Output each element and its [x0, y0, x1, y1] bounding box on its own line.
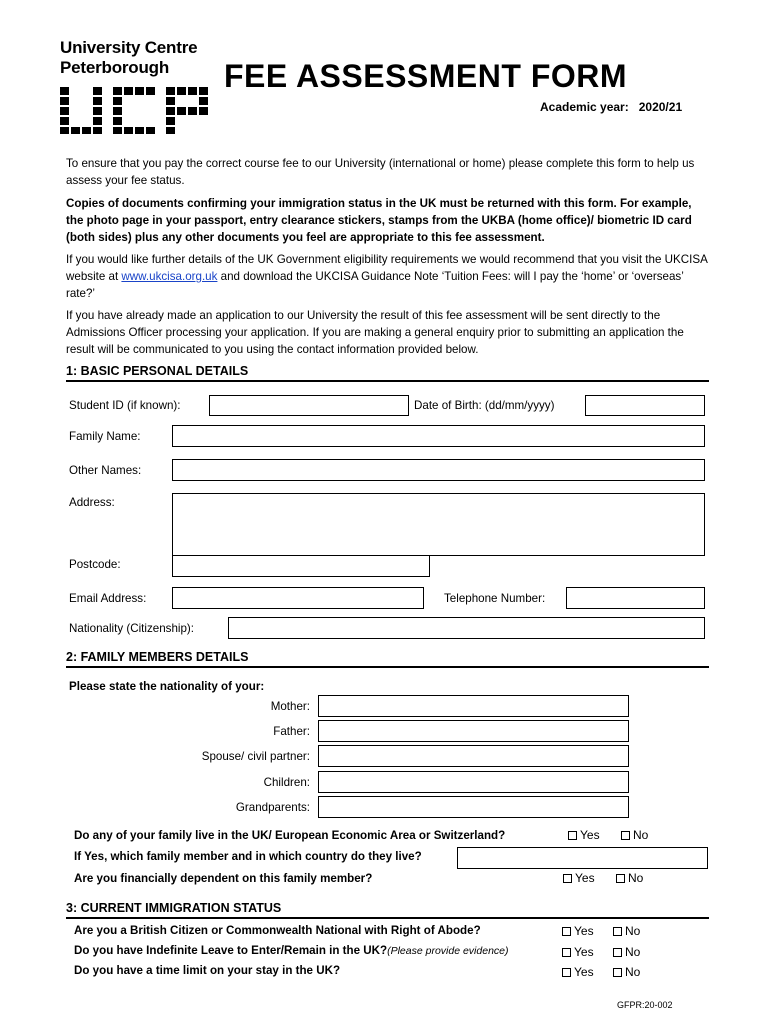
dependent-yes[interactable]: [563, 871, 595, 885]
section-2-rule: [66, 666, 709, 668]
academic-year: [540, 100, 682, 114]
no-label: No: [625, 945, 641, 959]
checkbox-icon: [568, 831, 577, 840]
father-label: Father:: [273, 725, 310, 738]
british-citizen-no[interactable]: [613, 924, 640, 938]
logo-line-1: University Centre: [60, 38, 198, 57]
dob-label: Date of Birth: (dd/mm/yyyy): [414, 399, 555, 412]
checkbox-icon: [563, 874, 572, 883]
spouse-label: Spouse/ civil partner:: [201, 750, 310, 763]
address-field[interactable]: [172, 493, 705, 556]
checkbox-icon: [613, 948, 622, 957]
other-names-field[interactable]: [172, 459, 705, 481]
nationality-prompt: Please state the nationality of your:: [69, 680, 265, 693]
which-member-question: If Yes, which family member and in which country do they live?: [74, 850, 422, 863]
children-nationality-field[interactable]: [318, 771, 629, 793]
email-field[interactable]: [172, 587, 424, 609]
family-name-field[interactable]: [172, 425, 705, 447]
checkbox-icon: [621, 831, 630, 840]
telephone-field[interactable]: [566, 587, 705, 609]
british-citizen-yes[interactable]: [562, 924, 594, 938]
ucp-logo-mark: [60, 87, 214, 134]
dob-field[interactable]: [585, 395, 705, 416]
yes-label: Yes: [574, 945, 594, 959]
grandparents-label: Grandparents:: [235, 801, 310, 814]
intro-p3-text: If you would like further details of the UK Government eligibility requirements we would recommend that you visit the UKCISA website at: [66, 253, 708, 283]
student-id-field[interactable]: [209, 395, 409, 416]
academic-year-label: Academic year:: [540, 100, 629, 114]
ilr-yes[interactable]: [562, 945, 594, 959]
intro-paragraph-4: If you have already made an application to our University the result of this fee assessment will be sent directly to the Admissions Officer processing your application. If you are making a general enquiry prior to submitting an application the result will be communicated to you using the contact information provided below.: [66, 309, 684, 356]
grandparents-nationality-field[interactable]: [318, 796, 629, 818]
section-3-heading: 3: CURRENT IMMIGRATION STATUS: [66, 901, 282, 915]
section-1-rule: [66, 380, 709, 382]
time-limit-yes[interactable]: [562, 965, 594, 979]
father-nationality-field[interactable]: [318, 720, 629, 742]
family-live-yes[interactable]: [568, 828, 600, 842]
spouse-nationality-field[interactable]: [318, 745, 629, 767]
section-2-heading: 2: FAMILY MEMBERS DETAILS: [66, 650, 249, 664]
mother-nationality-field[interactable]: [318, 695, 629, 717]
email-label: Email Address:: [69, 592, 147, 605]
ilr-evidence-note: (Please provide evidence): [387, 945, 509, 957]
other-names-label: Other Names:: [69, 464, 142, 477]
intro-paragraph-1: To ensure that you pay the correct course fee to our University (international or home) please complete this form to help us assess your fee status.: [66, 157, 695, 187]
postcode-field[interactable]: [172, 555, 430, 577]
which-member-field[interactable]: [457, 847, 708, 869]
address-label: Address:: [69, 496, 115, 509]
nationality-label: Nationality (Citizenship):: [69, 622, 195, 635]
ilr-no[interactable]: [613, 945, 640, 959]
children-label: Children:: [263, 776, 310, 789]
ukcisa-link[interactable]: www.ukcisa.org.uk: [121, 270, 218, 283]
form-title: FEE ASSESSMENT FORM: [224, 58, 628, 94]
mother-label: Mother:: [270, 700, 310, 713]
no-label: No: [628, 871, 644, 885]
section-1-heading: 1: BASIC PERSONAL DETAILS: [66, 364, 249, 378]
family-live-question: Do any of your family live in the UK/ European Economic Area or Switzerland?: [74, 829, 506, 842]
telephone-label: Telephone Number:: [444, 592, 546, 605]
checkbox-icon: [613, 968, 622, 977]
section-3-rule: [66, 917, 709, 919]
time-limit-question: Do you have a time limit on your stay in the UK?: [74, 964, 341, 977]
nationality-field[interactable]: [228, 617, 705, 639]
checkbox-icon: [562, 968, 571, 977]
ilr-question-text: Do you have Indefinite Leave to Enter/Remain in the UK?: [74, 944, 388, 957]
academic-year-value: 2020/21: [638, 100, 683, 114]
postcode-label: Postcode:: [69, 558, 121, 571]
student-id-label: Student ID (if known):: [69, 399, 181, 412]
family-name-label: Family Name:: [69, 430, 141, 443]
intro-paragraph-2: Copies of documents confirming your immigration status in the UK must be returned with this form. For example, the photo page in your passport, entry clearance stickers, stamps from the UKBA (home office)/ biometric ID card (both sides) plus any other documents you feel are appropriate to this fee assessment.: [66, 197, 692, 244]
intro-p3-text-end: and download the UKCISA Guidance Note ‘Tuition Fees: will I pay the ‘home’ or ‘overseas’ rate?’: [66, 270, 684, 300]
yes-label: Yes: [580, 828, 600, 842]
checkbox-icon: [562, 927, 571, 936]
intro-paragraph-3: [66, 251, 712, 302]
ilr-question: [74, 944, 509, 957]
british-citizen-question: Are you a British Citizen or Commonwealth National with Right of Abode?: [74, 924, 481, 937]
no-label: No: [625, 924, 641, 938]
logo-line-2: Peterborough: [60, 58, 170, 77]
checkbox-icon: [562, 948, 571, 957]
checkbox-icon: [616, 874, 625, 883]
yes-label: Yes: [574, 924, 594, 938]
dependent-question: Are you financially dependent on this family member?: [74, 872, 373, 885]
dependent-no[interactable]: [616, 871, 643, 885]
no-label: No: [625, 965, 641, 979]
yes-label: Yes: [575, 871, 595, 885]
yes-label: Yes: [574, 965, 594, 979]
time-limit-no[interactable]: [613, 965, 640, 979]
no-label: No: [633, 828, 649, 842]
checkbox-icon: [613, 927, 622, 936]
logo-text: [60, 38, 197, 78]
form-code: GFPR:20-002: [617, 1000, 673, 1010]
family-live-no[interactable]: [621, 828, 648, 842]
